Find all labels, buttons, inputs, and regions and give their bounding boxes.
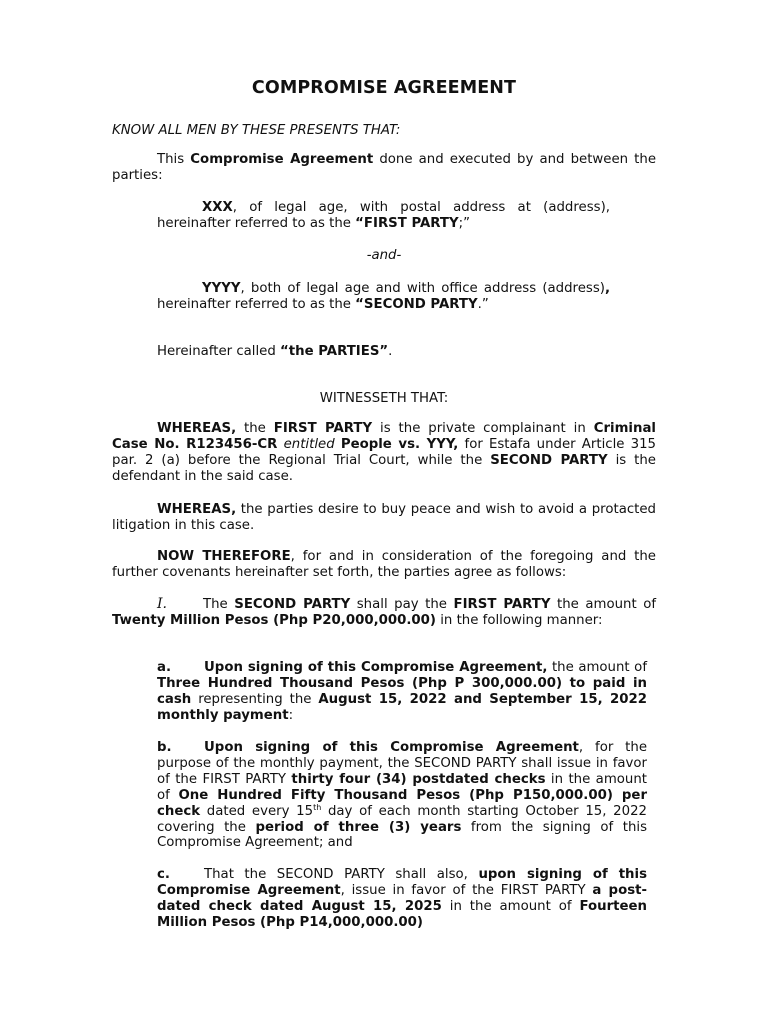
item-b-paragraph xyxy=(157,740,647,851)
first-party-text: ;” xyxy=(458,215,470,231)
witnesseth-text: WITNESSETH THAT xyxy=(319,391,444,406)
item-b-heading: Upon signing of this Compromise Agreement xyxy=(204,740,579,755)
item-a-label: a. xyxy=(157,660,172,675)
ordinal-suffix: th xyxy=(313,802,322,812)
now-therefore-text: , for and in consideration of the foregoing and the further covenants hereinafter set forth, the parties agree as follows: xyxy=(112,549,656,580)
first-party-text: , of legal age, with postal address at (address), hereinafter referred to as the xyxy=(157,200,610,231)
section-text: The xyxy=(203,597,235,612)
whereas-text: the xyxy=(236,421,274,436)
second-party-ref: SECOND PARTY xyxy=(234,597,351,612)
item-a-amount: Three Hundred Thousand Pesos (Php P 300,000.00) to paid in cash xyxy=(157,675,647,707)
parties-clause-text: Hereinafter called xyxy=(157,344,281,359)
preamble-text: This xyxy=(157,152,191,167)
second-party-ref: SECOND PARTY xyxy=(490,452,608,468)
item-c-amount: Fourteen Million Pesos (Php P14,000,000.00) xyxy=(157,898,647,930)
item-c-check: a post-dated check dated August 15, 2025 xyxy=(157,882,647,914)
now-therefore-keyword: NOW THEREFORE xyxy=(157,549,291,564)
item-b-amount: One Hundred Fifty Thousand Pesos (Php P150,000.00) per check xyxy=(157,787,647,819)
item-c-label: c. xyxy=(157,867,170,882)
intro-line: KNOW ALL MEN BY THESE PRESENTS THAT: xyxy=(112,123,401,138)
second-party-label: “SECOND PARTY xyxy=(355,296,478,312)
whereas-keyword: WHEREAS, xyxy=(157,502,237,517)
preamble-paragraph xyxy=(112,152,656,184)
section-number: I. xyxy=(157,596,167,612)
item-a-heading: Upon signing of this Compromise Agreement, xyxy=(204,660,548,675)
parties-clause xyxy=(157,344,610,360)
section-text: in the following manner: xyxy=(436,612,603,628)
second-party-paragraph xyxy=(157,281,610,313)
second-party-text: .” xyxy=(477,296,489,312)
item-b-text: , for the purpose of the monthly payment, the SECOND PARTY shall issue in favor of the FIRST PARTY xyxy=(157,740,647,787)
item-b-label: b. xyxy=(157,740,172,755)
second-party-comma: , xyxy=(604,281,610,296)
item-a-text: the amount of xyxy=(547,660,648,675)
document-title: COMPROMISE AGREEMENT xyxy=(251,78,517,98)
first-party-ref: FIRST PARTY xyxy=(273,421,373,436)
witnesseth-heading xyxy=(112,391,656,407)
parties-clause-text: . xyxy=(388,344,393,359)
item-a-dates: August 15, 2022 and September 15, 2022 monthly payment xyxy=(157,691,647,723)
item-c-text: in the amount of xyxy=(441,898,580,914)
parties-label: “the PARTIES” xyxy=(280,344,389,359)
item-c-paragraph xyxy=(157,867,647,931)
section-one-paragraph xyxy=(112,597,656,629)
now-therefore-paragraph xyxy=(112,549,656,581)
and-separator: -and- xyxy=(366,248,402,263)
preamble-text: done and executed by and between the parties: xyxy=(112,152,656,183)
whereas-text: is the defendant in the said case. xyxy=(112,452,656,484)
entitled-word: entitled xyxy=(283,436,335,452)
item-c-text: That the SECOND PARTY shall also, xyxy=(204,867,479,882)
item-a-text: representing the xyxy=(191,691,319,707)
second-party-text: hereinafter referred to as the xyxy=(157,296,356,312)
item-b-text: dated every 15 xyxy=(200,803,314,819)
whereas-paragraph-2 xyxy=(112,502,656,534)
item-c-heading: upon signing of this Compromise Agreement xyxy=(157,867,647,898)
item-c-text: , issue in favor of the FIRST PARTY xyxy=(340,882,593,898)
case-title: People vs. YYY, xyxy=(340,436,459,452)
first-party-name: XXX xyxy=(202,200,233,215)
whereas-paragraph-1 xyxy=(112,421,656,485)
second-party-name: YYYY xyxy=(202,281,241,296)
item-a-text: : xyxy=(288,707,294,723)
item-a-paragraph xyxy=(157,660,647,724)
first-party-label: “FIRST PARTY xyxy=(355,215,459,231)
whereas-keyword: WHEREAS, xyxy=(157,421,237,436)
second-party-text: , both of legal age and with office address (address) xyxy=(240,281,605,296)
item-b-text: day of each month starting October 15, 2022 covering the xyxy=(157,803,647,835)
agreement-name: Compromise Agreement xyxy=(190,152,374,167)
witnesseth-colon: : xyxy=(443,391,449,406)
item-b-period: period of three (3) years xyxy=(255,819,462,835)
item-b-checks: thirty four (34) postdated checks xyxy=(291,771,546,787)
case-number: Criminal Case No. R123456-CR xyxy=(112,421,656,452)
item-b-text: from the signing of this Compromise Agreement; and xyxy=(157,819,647,851)
first-party-ref: FIRST PARTY xyxy=(453,597,551,612)
whereas-text: the parties desire to buy peace and wish to avoid a protacted litigation in this case. xyxy=(112,502,656,533)
total-amount: Twenty Million Pesos (Php P20,000,000.00) xyxy=(112,612,437,628)
first-party-paragraph xyxy=(157,200,610,232)
whereas-text: is the private complainant in xyxy=(372,421,594,436)
section-text: the amount of xyxy=(550,597,657,612)
item-b-text: in the amount of xyxy=(157,771,647,803)
whereas-text: for Estafa under Article 315 par. 2 (a) before the Regional Trial Court, while the xyxy=(112,436,656,468)
section-text: shall pay the xyxy=(350,597,454,612)
